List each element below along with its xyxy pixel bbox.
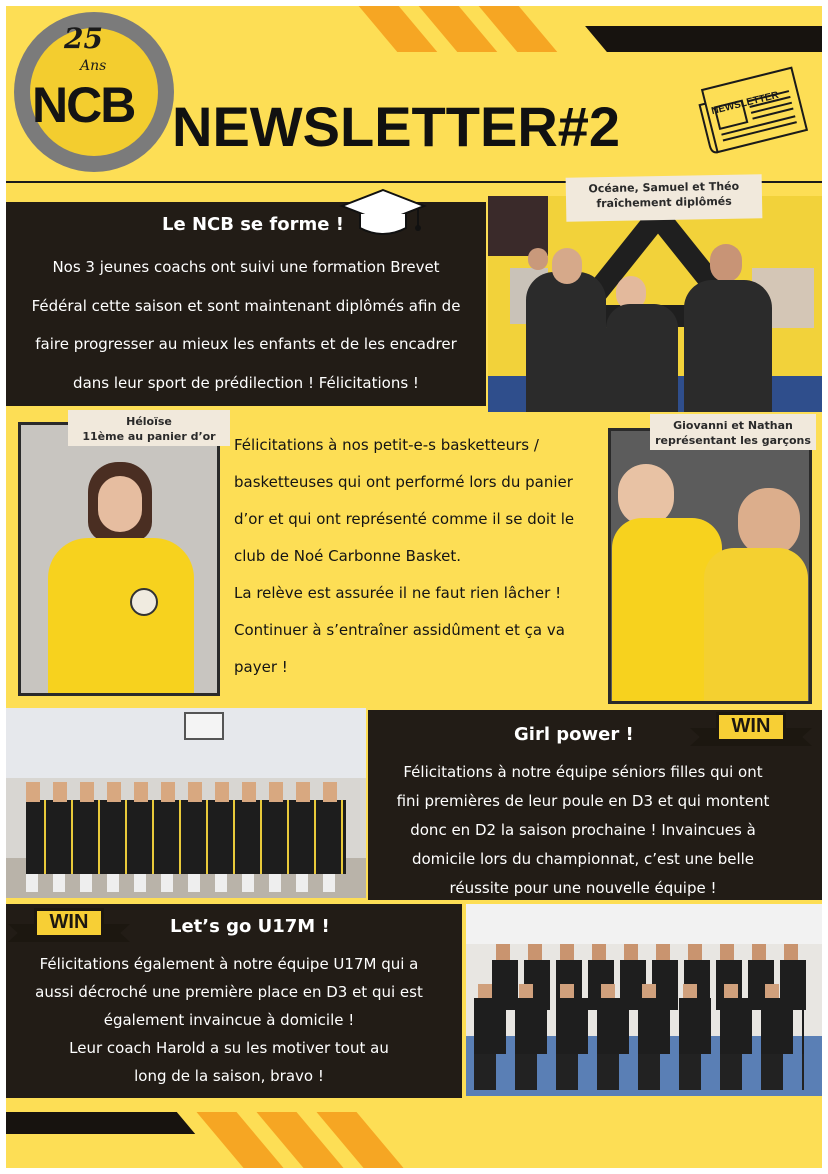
page-title: NEWSLETTER#2 bbox=[172, 95, 621, 158]
formation-line: dans leur sport de prédilection ! Félicitations ! bbox=[73, 373, 419, 392]
top-black-bar bbox=[585, 26, 822, 52]
girl-power-line: donc en D2 la saison prochaine ! Invaincues à bbox=[410, 821, 756, 839]
girl-power-line: fini premières de leur poule en D3 et qui montent bbox=[396, 792, 770, 810]
girl-power-line: domicile lors du championnat, c’est une belle bbox=[411, 850, 755, 868]
coaches-photo bbox=[488, 196, 822, 412]
newspaper-icon bbox=[694, 58, 814, 158]
heloise-photo bbox=[18, 422, 220, 696]
club-logo bbox=[14, 12, 174, 172]
panier-or-line: d’or et qui ont représenté comme il se doit le bbox=[234, 510, 575, 528]
girl-power-line: réussite pour une nouvelle équipe ! bbox=[449, 879, 717, 897]
win-label: WIN bbox=[716, 712, 786, 742]
newspaper-label: NEWSLETTER bbox=[710, 89, 780, 118]
logo-ans-text: Ans bbox=[80, 58, 107, 74]
u17m-line: également invaincue à domicile ! bbox=[103, 1011, 355, 1029]
caption-line: Océane, Samuel et Théo bbox=[588, 179, 740, 196]
formation-title: Le NCB se forme ! bbox=[162, 214, 344, 235]
panier-or-line: club de Noé Carbonne Basket. bbox=[234, 547, 461, 565]
win-label: WIN bbox=[34, 908, 104, 938]
boys-photo bbox=[608, 428, 812, 704]
u17m-line: Leur coach Harold a su les motiver tout au bbox=[69, 1039, 389, 1057]
boys-caption bbox=[650, 414, 816, 450]
girls-team-photo bbox=[6, 708, 366, 898]
u17m-team-photo bbox=[466, 904, 822, 1096]
graduation-cap-icon bbox=[338, 184, 428, 244]
u17m-win-badge bbox=[8, 906, 130, 946]
panier-or-line: La relève est assurée il ne faut rien lâcher ! bbox=[234, 584, 562, 602]
formation-line: faire progresser au mieux les enfants et de les encadrer bbox=[35, 335, 457, 353]
formation-text bbox=[6, 248, 486, 402]
caption-line: 11ème au panier d’or bbox=[82, 430, 216, 443]
u17m-line: long de la saison, bravo ! bbox=[134, 1067, 324, 1085]
caption-line: représentant les garçons bbox=[655, 434, 811, 447]
coaches-photo-caption bbox=[566, 174, 763, 221]
panier-or-line: Félicitations à nos petit-e-s basketteurs / bbox=[234, 436, 539, 454]
formation-panel bbox=[6, 202, 486, 406]
u17m-line: aussi décroché une première place en D3 et qui est bbox=[35, 983, 423, 1001]
u17m-text bbox=[14, 950, 444, 1090]
girl-power-line: Félicitations à notre équipe séniors filles qui ont bbox=[403, 763, 763, 781]
caption-line: fraîchement diplômés bbox=[596, 194, 732, 211]
heloise-caption bbox=[68, 410, 230, 446]
u17m-line: Félicitations également à notre équipe U17M qui a bbox=[39, 955, 419, 973]
girl-power-win-badge bbox=[690, 710, 812, 750]
bottom-black-bar bbox=[6, 1112, 195, 1134]
caption-line: Giovanni et Nathan bbox=[673, 419, 793, 432]
panier-or-line: basketteuses qui ont performé lors du panier bbox=[234, 473, 573, 491]
panier-or-text bbox=[234, 432, 596, 691]
newsletter-page bbox=[6, 6, 822, 1168]
formation-line: Fédéral cette saison et sont maintenant diplômés afin de bbox=[31, 296, 461, 315]
formation-line: Nos 3 jeunes coachs ont suivi une formation Brevet bbox=[52, 258, 440, 276]
girl-power-title: Girl power ! bbox=[514, 724, 634, 745]
girl-power-text bbox=[368, 758, 798, 903]
logo-club-name: NCB bbox=[32, 77, 135, 133]
caption-line: Héloïse bbox=[126, 415, 172, 428]
u17m-title: Let’s go U17M ! bbox=[170, 916, 330, 937]
panier-or-line: Continuer à s’entraîner assidûment et ça va bbox=[234, 621, 565, 639]
panier-or-line: payer ! bbox=[234, 658, 288, 676]
logo-anniversary-number: 25 bbox=[64, 22, 103, 55]
